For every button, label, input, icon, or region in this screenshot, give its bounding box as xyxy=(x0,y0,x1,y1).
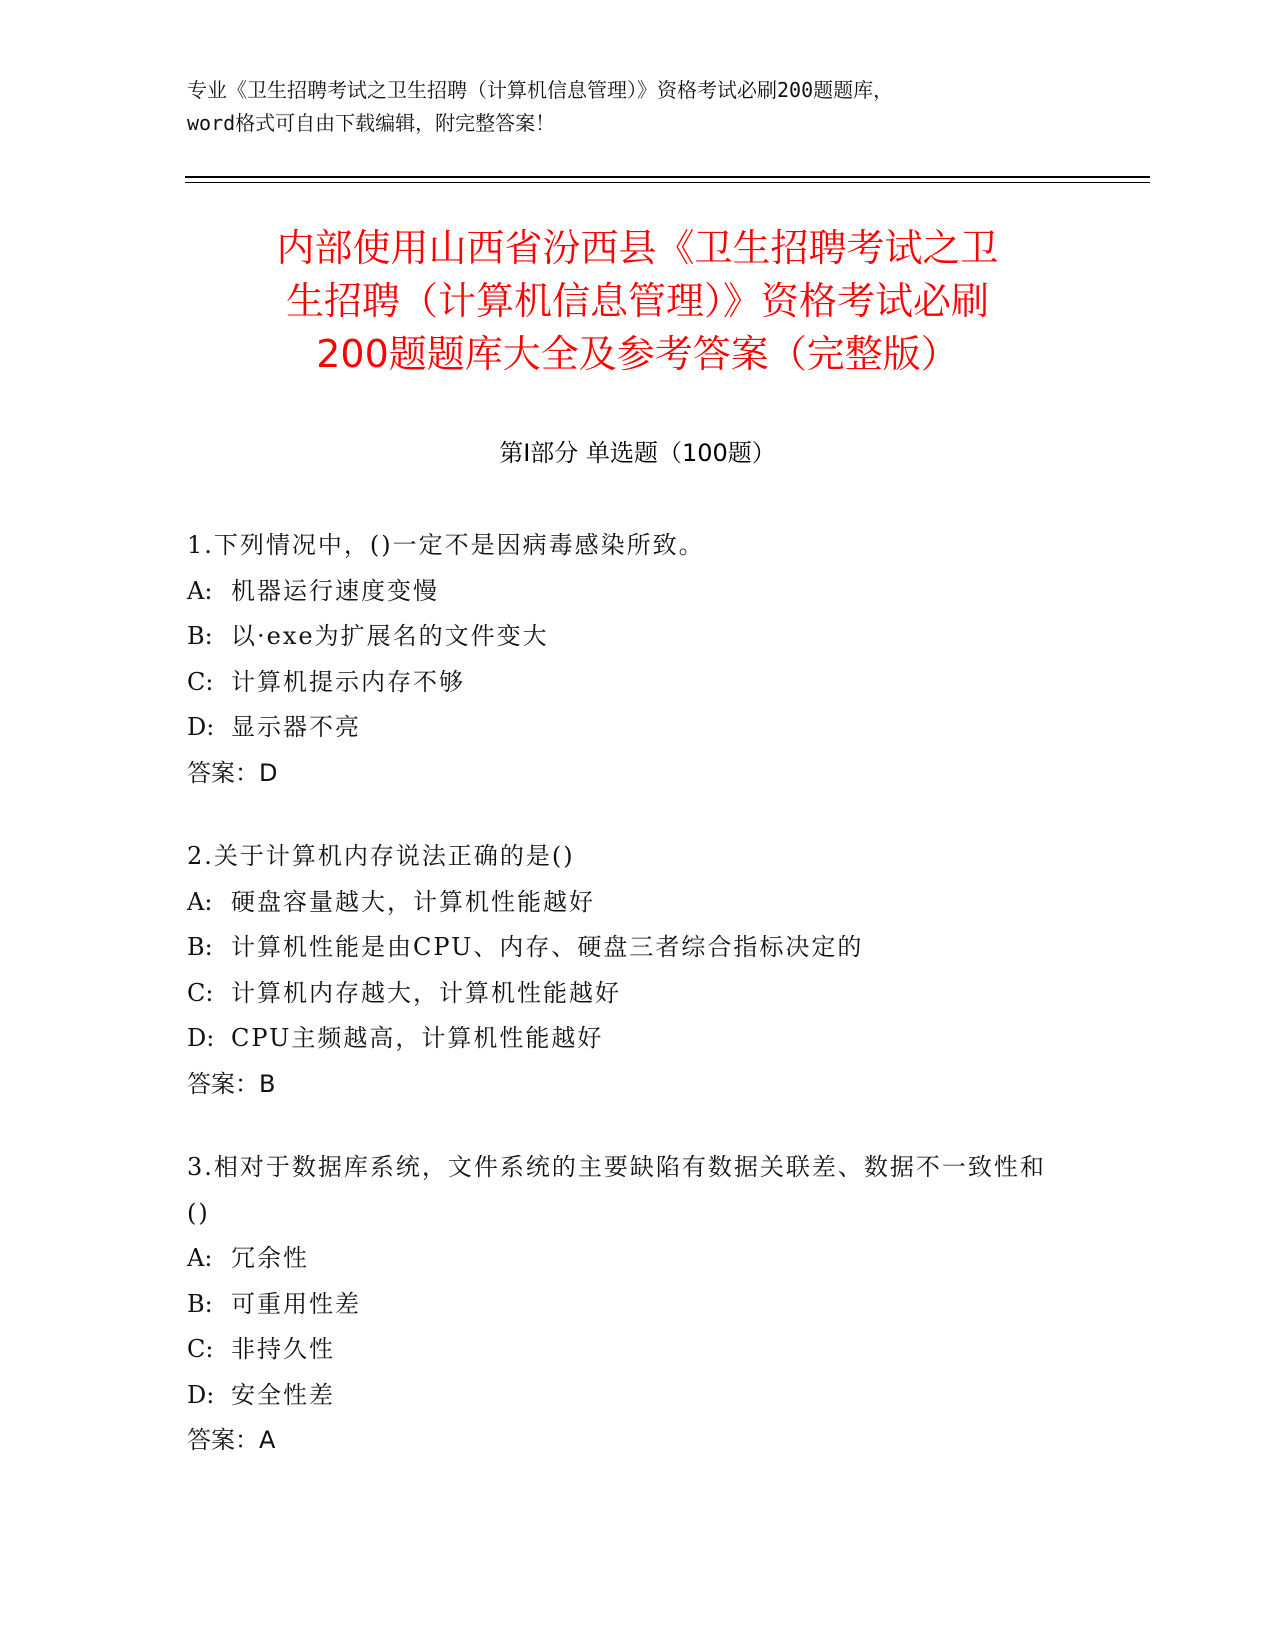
answer-option-b xyxy=(187,925,1067,971)
answer-option-c xyxy=(187,660,1067,706)
question-item xyxy=(187,834,1067,1107)
question-list xyxy=(187,523,1067,1502)
answer-option-d xyxy=(187,1016,1067,1062)
option-text: 计算机提示内存不够 xyxy=(231,667,465,696)
question-stem: 2.关于计算机内存说法正确的是() xyxy=(187,842,575,870)
question-stem: 1.下列情况中，()一定不是因病毒感染所致。 xyxy=(187,531,705,559)
option-text: 机器运行速度变慢 xyxy=(231,576,439,605)
option-letter: C: xyxy=(187,1335,214,1363)
question-answer: 答案：D xyxy=(187,758,278,787)
option-letter: B: xyxy=(187,1289,213,1318)
option-letter: D: xyxy=(187,1380,215,1409)
answer-option-d xyxy=(187,705,1067,751)
option-text: 安全性差 xyxy=(231,1380,335,1409)
option-text: 计算机性能是由CPU、内存、硬盘三者综合指标决定的 xyxy=(231,933,864,961)
option-letter: A: xyxy=(187,1244,213,1272)
answer-option-c xyxy=(187,1327,1067,1373)
answer-option-a xyxy=(187,880,1067,926)
option-letter: C: xyxy=(187,667,214,696)
document-title xyxy=(160,222,1115,381)
option-text: 冗余性 xyxy=(231,1244,309,1272)
question-answer: 答案：B xyxy=(187,1069,276,1098)
document-header xyxy=(187,74,1087,140)
option-letter: D: xyxy=(187,713,215,741)
answer-option-a xyxy=(187,569,1067,615)
option-letter: D: xyxy=(187,1024,215,1052)
section-heading: 第Ⅰ部分 单选题（100题） xyxy=(499,439,776,467)
header-divider-thin xyxy=(185,182,1150,183)
option-text: 以·exe为扩展名的文件变大 xyxy=(231,622,549,650)
title-line-2: 生招聘（计算机信息管理）》资格考试必刷 xyxy=(285,279,989,323)
answer-option-a xyxy=(187,1236,1067,1282)
header-divider-thick xyxy=(185,176,1150,178)
option-letter: A: xyxy=(187,887,213,916)
question-item xyxy=(187,523,1067,796)
option-text: 硬盘容量越大，计算机性能越好 xyxy=(231,887,595,916)
answer-option-d xyxy=(187,1373,1067,1419)
option-text: 计算机内存越大，计算机性能越好 xyxy=(231,978,621,1007)
title-line-1: 内部使用山西省汾西县《卫生招聘考试之卫 xyxy=(276,226,999,270)
header-line-1: 专业《卫生招聘考试之卫生招聘（计算机信息管理）》资格考试必刷200题题库， xyxy=(187,78,894,102)
answer-option-c xyxy=(187,971,1067,1017)
option-text: 非持久性 xyxy=(231,1335,335,1363)
option-letter: B: xyxy=(187,933,213,961)
answer-option-b xyxy=(187,1282,1067,1328)
option-text: 可重用性差 xyxy=(231,1289,361,1318)
question-stem: 3.相对于数据库系统，文件系统的主要缺陷有数据关联差、数据不一致性和() xyxy=(187,1153,1046,1227)
option-letter: B: xyxy=(187,622,213,650)
question-answer: 答案：A xyxy=(187,1426,276,1454)
option-letter: C: xyxy=(187,978,214,1007)
title-line-3: 200题题库大全及参考答案（完整版） xyxy=(316,332,959,376)
question-item xyxy=(187,1145,1067,1464)
answer-option-b xyxy=(187,614,1067,660)
option-text: 显示器不亮 xyxy=(231,713,361,741)
option-text: CPU主频越高，计算机性能越好 xyxy=(231,1024,604,1052)
option-letter: A: xyxy=(187,576,213,605)
header-line-2: word格式可自由下载编辑，附完整答案！ xyxy=(187,111,556,135)
